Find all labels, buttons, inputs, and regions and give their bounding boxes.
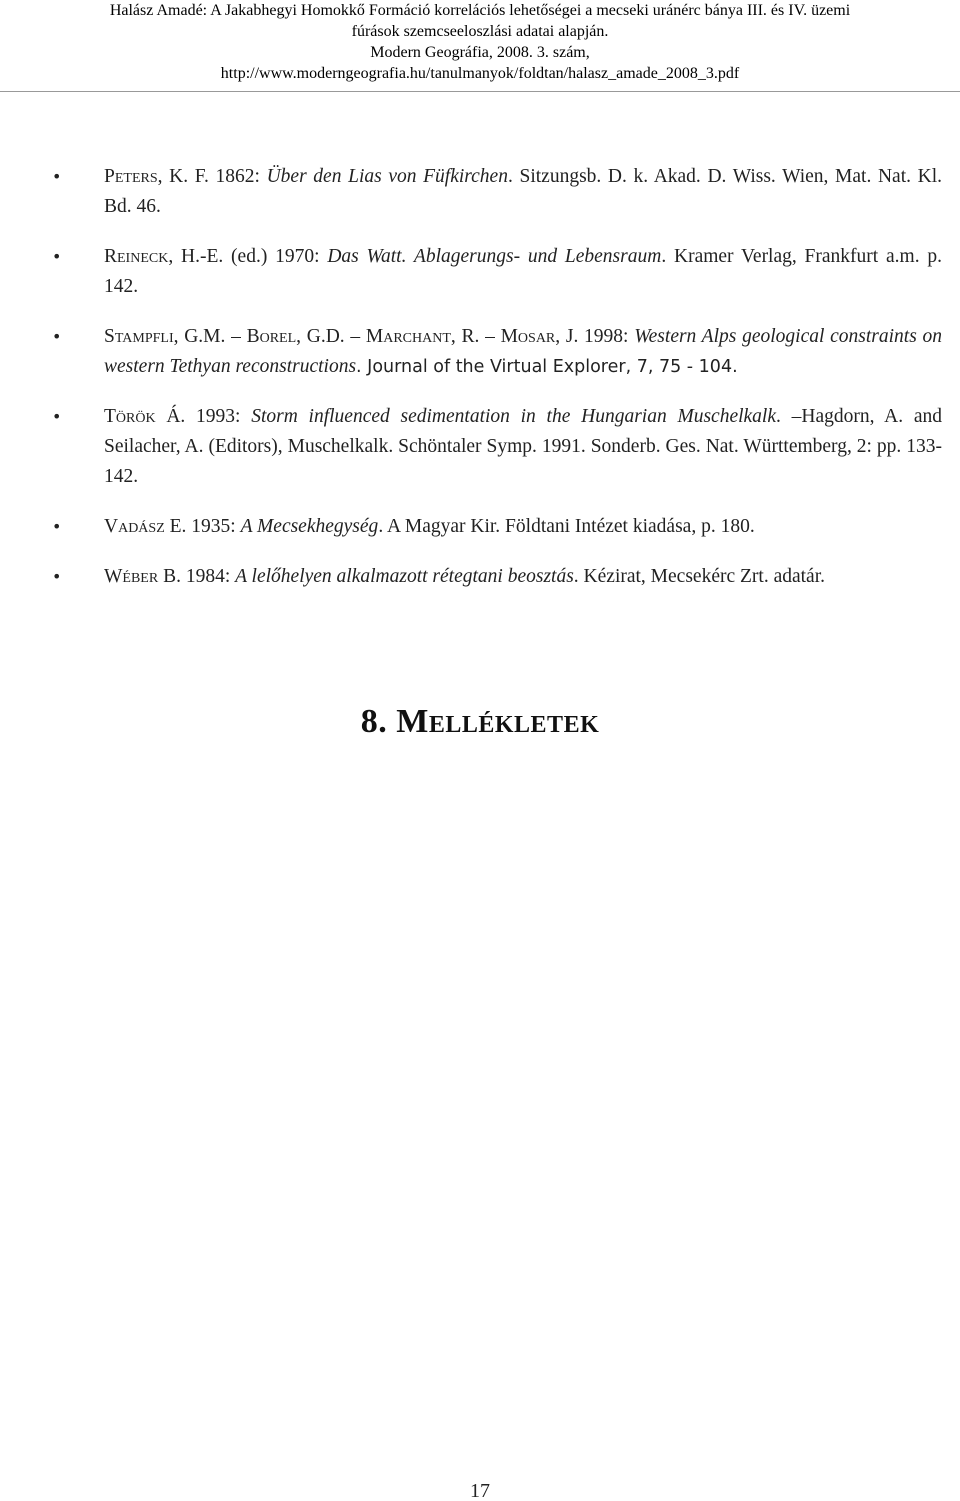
ref-author: Borel bbox=[246, 326, 297, 347]
ref-text: E. 1935: bbox=[164, 516, 241, 537]
ref-text: . Kramer Verlag, Frankfurt a.m. p. 142. bbox=[104, 246, 942, 297]
ref-title: Über den Lias von Füfkirchen bbox=[266, 166, 508, 187]
bullet-icon: • bbox=[52, 247, 62, 266]
ref-title: A lelőhelyen alkalmazott rétegtani beosztás bbox=[235, 566, 574, 587]
reference-item bbox=[52, 322, 942, 382]
ref-text: , G.D. – bbox=[296, 326, 366, 347]
ref-text: , R. – bbox=[450, 326, 501, 347]
ref-author: Peters bbox=[104, 166, 158, 187]
ref-text: , K. F. 1862: bbox=[157, 166, 267, 187]
ref-text: , G.M. – bbox=[173, 326, 247, 347]
bullet-icon: • bbox=[52, 327, 62, 346]
ref-title: Das Watt. Ablagerungs- und Lebensraum bbox=[327, 246, 662, 267]
header-line-1: Halász Amadé: A Jakabhegyi Homokkő Formáció korrelációs lehetőségei a mecseki uránérc bánya III. és IV. üzemi bbox=[109, 2, 851, 19]
ref-title: A Mecsekhegység bbox=[240, 516, 379, 537]
ref-text: B. 1984: bbox=[158, 566, 236, 587]
ref-author: Wéber bbox=[104, 566, 159, 587]
ref-text: Á. 1993: bbox=[155, 406, 252, 427]
ref-text: . Journal of the Virtual Explorer, 7, 75 - 104. bbox=[356, 357, 738, 377]
bullet-icon: • bbox=[52, 567, 62, 586]
reference-item bbox=[52, 162, 942, 222]
reference-item bbox=[52, 512, 942, 542]
section-title: 8. Mellékletek bbox=[360, 703, 600, 740]
header-line-3: Modern Geográfia, 2008. 3. szám, bbox=[370, 44, 590, 61]
ref-text: . Kézirat, Mecsekérc Zrt. adatár. bbox=[573, 566, 825, 587]
reference-item bbox=[52, 402, 942, 492]
ref-text: . –Hagdorn, A. and Seilacher, A. (Editors), Muschelkalk. Schöntaler Symp. 1991. Sonderb. Ges. Nat. Württemberg, 2: pp. 133-142. bbox=[104, 406, 942, 487]
ref-title: Storm influenced sedimentation in the Hungarian Muschelkalk bbox=[251, 406, 776, 427]
ref-text: . A Magyar Kir. Földtani Intézet kiadása, p. 180. bbox=[378, 516, 755, 537]
header-divider bbox=[0, 91, 960, 92]
ref-author: Török bbox=[104, 406, 156, 427]
header-line-2: fúrások szemcseeloszlási adatai alapján. bbox=[351, 23, 609, 40]
ref-text: , H.-E. (ed.) 1970: bbox=[168, 246, 328, 267]
reference-list bbox=[52, 162, 942, 612]
reference-item bbox=[52, 562, 942, 592]
ref-author: Reineck bbox=[104, 246, 169, 267]
ref-title: Western Alps geological constraints on western Tethyan reconstructions bbox=[104, 326, 943, 377]
bullet-icon: • bbox=[52, 167, 62, 186]
ref-author: Stampfli bbox=[104, 326, 174, 347]
ref-author: Mosar bbox=[500, 326, 556, 347]
bullet-icon: • bbox=[52, 517, 62, 536]
ref-text: . Sitzungsb. D. k. Akad. D. Wiss. Wien, Mat. Nat. Kl. Bd. 46. bbox=[104, 166, 942, 217]
ref-text: , J. 1998: bbox=[555, 326, 635, 347]
ref-author: Marchant bbox=[365, 326, 451, 347]
bullet-icon: • bbox=[52, 407, 62, 426]
header-line-4[interactable]: http://www.moderngeografia.hu/tanulmanyok/foldtan/halasz_amade_2008_3.pdf bbox=[220, 65, 740, 82]
ref-author: Vadász bbox=[104, 516, 165, 537]
page-number: 17 bbox=[470, 1480, 490, 1501]
running-header bbox=[0, 0, 960, 84]
reference-item bbox=[52, 242, 942, 302]
